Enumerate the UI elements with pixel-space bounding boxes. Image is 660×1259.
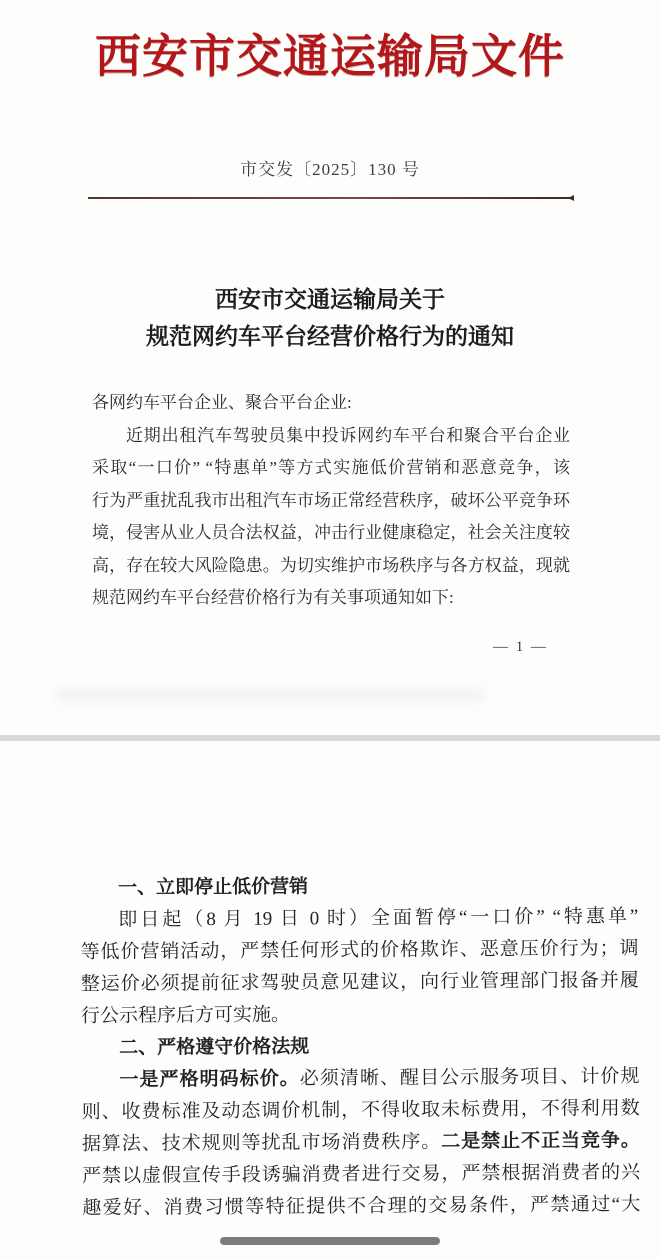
- document-line: [92, 452, 570, 485]
- document-line: [92, 582, 570, 615]
- text-run: 采取“一口价” “特惠单”等方式实施低价营销和恶意竞争，该: [92, 458, 570, 477]
- text-run: 行为严重扰乱我市出租汽车市场正常经营秩序，破坏公平竞争环: [92, 490, 570, 510]
- document-line: [81, 1029, 639, 1065]
- text-run: 则、收费标准及动态调价机制，不得收取未标费用，不得利用数: [81, 1098, 640, 1123]
- document-line: [92, 517, 570, 550]
- text-run: 高，存在较大风险隐患。为切实维护市场秩序与各方权益，现就: [92, 555, 570, 575]
- text-run: 规范网约车平台经营价格行为有关事项通知如下:: [92, 588, 454, 607]
- document-line: [80, 901, 638, 937]
- letterhead-rule-line: [88, 197, 572, 199]
- document-line: [81, 965, 639, 1001]
- text-run: 行公示程序后方可实施。: [80, 1004, 291, 1027]
- document-line: [82, 1189, 640, 1225]
- agency-letterhead-title: 西安市交通运输局文件: [95, 31, 565, 82]
- bold-text-run: 一是严格明码标价。: [119, 1068, 300, 1091]
- bold-text-run: 一、立即停止低价营销: [118, 876, 309, 899]
- scan-artifact: [55, 688, 485, 702]
- text-run: 境，侵害从业人员合法权益，冲击行业健康稳定，社会关注度较: [92, 523, 570, 542]
- bold-text-run: 二是禁止不正当竞争。: [441, 1130, 640, 1153]
- document-line: [81, 997, 639, 1033]
- text-run: 即日起（8 月 19 日 0 时）全面暂停“一口价” “特惠单”: [118, 906, 639, 931]
- text-run: 必须清晰、醒目公示服务项目、计价规: [299, 1066, 640, 1090]
- document-line: [82, 1125, 640, 1161]
- document-line: [92, 387, 570, 420]
- document-line: [82, 1157, 640, 1193]
- document-title-line2: 规范网约车平台经营价格行为的通知: [146, 324, 514, 349]
- text-run: 严禁以虚假宣传手段诱骗消费者进行交易，严禁根据消费者的兴: [82, 1162, 641, 1187]
- text-run: 近期出租汽车驾驶员集中投诉网约车平台和聚合平台企业: [126, 425, 570, 445]
- text-run: 据算法、技术规则等扰乱市场消费秩序。: [81, 1131, 442, 1155]
- page1-body: [92, 387, 570, 615]
- page2-body: [80, 869, 640, 1225]
- document-line: [80, 933, 638, 969]
- page-divider: [0, 735, 660, 741]
- document-title: [0, 281, 660, 355]
- document-number: 市交发〔2025〕130 号: [240, 160, 420, 179]
- bold-text-run: 二、严格遵守价格法规: [119, 1036, 310, 1059]
- home-indicator-bar[interactable]: [220, 1237, 440, 1245]
- document-line: [81, 1061, 639, 1097]
- text-run: 趣爱好、消费习惯等特征提供不合理的交易条件，严禁通过“大: [82, 1194, 641, 1219]
- document-line: [80, 869, 638, 905]
- document-line: [92, 485, 570, 518]
- document-line: [92, 420, 570, 453]
- text-run: 整运价必须提前征求驾驶员意见建议，向行业管理部门报备并履: [80, 970, 639, 995]
- page-number: — 1 —: [493, 639, 548, 655]
- text-run: 各网约车平台企业、聚合平台企业:: [92, 393, 352, 412]
- document-line: [82, 1093, 640, 1129]
- document-title-line1: 西安市交通运输局关于: [215, 287, 445, 312]
- document-line: [92, 550, 570, 583]
- text-run: 等低价营销活动，严禁任何形式的价格欺诈、恶意压价行为；调: [80, 938, 639, 963]
